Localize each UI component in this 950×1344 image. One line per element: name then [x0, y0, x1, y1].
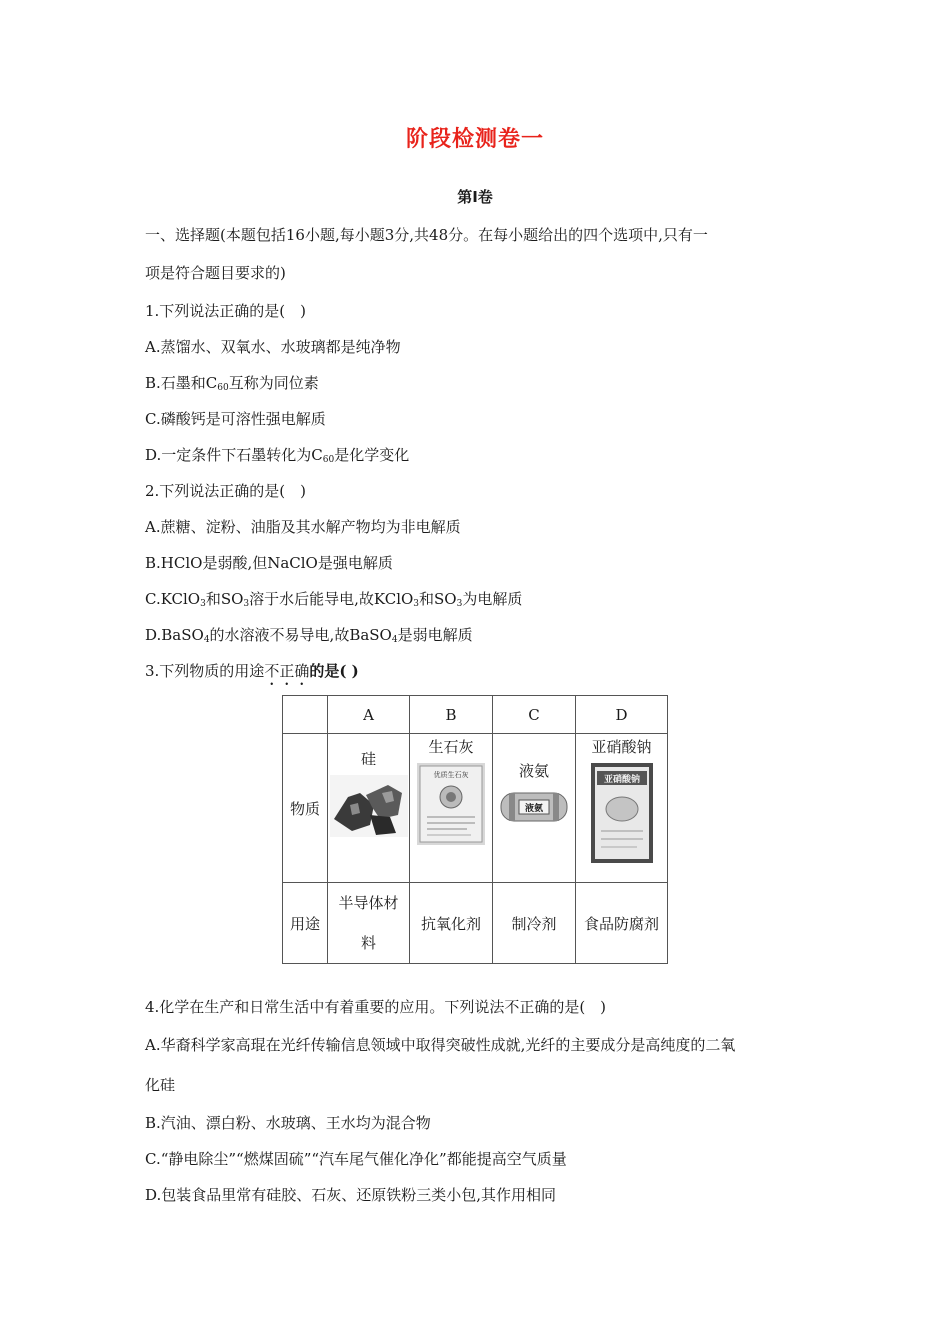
- ammonia-tank-text: 液氨: [524, 804, 544, 814]
- ammonia-tank-image: [495, 787, 573, 827]
- q1-stem: 1.下列说法正确的是( ): [145, 302, 307, 320]
- section-title: 第Ⅰ卷: [457, 188, 493, 206]
- header-c: C: [493, 696, 576, 734]
- cell-silicon: [328, 734, 410, 883]
- q1-option-b: B.石墨和$C_{60}$互称为同位素: [145, 374, 319, 393]
- table-corner-cell: [283, 696, 328, 734]
- cell-use-b: 抗氧化剂: [410, 883, 493, 964]
- q2-option-c: C.KClO$_3$和$SO_3$溶于水后能导电,故KClO$_3$和$SO_3$为电解质: [145, 590, 523, 609]
- q4-option-b: B.汽油、漂白粉、水玻璃、王水均为混合物: [145, 1114, 431, 1132]
- cell-use-a: [328, 883, 410, 964]
- row-label-substance: 物质: [283, 734, 328, 883]
- q2-option-b: B.HClO是弱酸,但NaClO是强电解质: [145, 554, 393, 572]
- q4-option-a-line-1: A.华裔科学家高琨在光纤传输信息领域中取得突破性成就,光纤的主要成分是高纯度的二氧: [145, 1036, 736, 1054]
- table-header-row: [283, 696, 668, 734]
- substance-label-d: 亚硝酸钠: [591, 738, 652, 756]
- table-row-use: [283, 883, 668, 964]
- cell-sodium-nitrite: [576, 734, 668, 883]
- use-a-line-1: 半导体材: [338, 894, 399, 912]
- row-label-use: 用途: [283, 883, 328, 964]
- page-title: 阶段检测卷一: [405, 127, 544, 152]
- use-a-line-2: 料: [360, 934, 376, 952]
- silicon-image: [330, 775, 408, 837]
- quicklime-bag-text: 优质生石灰: [433, 771, 469, 779]
- substance-label-b: 生石灰: [428, 738, 474, 756]
- cell-quicklime: [410, 734, 493, 883]
- q1-option-d: D.一定条件下石墨转化为$C_{60}$是化学变化: [145, 446, 410, 465]
- q1-option-c: C.磷酸钙是可溶性强电解质: [145, 410, 326, 428]
- header-a: A: [328, 696, 410, 734]
- cell-use-c: 制冷剂: [493, 883, 576, 964]
- instructions-line-1: 一、选择题(本题包括16小题,每小题3分,共48分。在每小题给出的四个选项中,只有一: [145, 226, 708, 244]
- q1-option-a: A.蒸馏水、双氧水、水玻璃都是纯净物: [145, 338, 401, 356]
- q2-option-d: D.BaSO$_4$的水溶液不易导电,故BaSO$_4$是弱电解质: [145, 626, 473, 645]
- cell-use-d: 食品防腐剂: [576, 883, 668, 964]
- q3-table: [282, 695, 668, 964]
- substance-label-a: 硅: [360, 750, 376, 768]
- quicklime-bag-image: [417, 763, 485, 845]
- sodium-nitrite-bag-text: 亚硝酸钠: [603, 775, 640, 785]
- sodium-nitrite-bag-image: [591, 763, 653, 863]
- q4-option-c: C.“静电除尘”“燃煤固硫”“汽车尾气催化净化”都能提高空气质量: [145, 1150, 567, 1168]
- header-b: B: [410, 696, 493, 734]
- cell-liquid-ammonia: [493, 734, 576, 883]
- q4-stem: 4.化学在生产和日常生活中有着重要的应用。下列说法不正确的是( ): [145, 998, 607, 1016]
- q2-option-a: A.蔗糖、淀粉、油脂及其水解产物均为非电解质: [145, 518, 461, 536]
- q4-option-a-line-2: 化硅: [145, 1076, 176, 1094]
- substance-label-c: 液氨: [518, 762, 549, 780]
- q3-stem: 3.下列物质的用途不正确的是( ): [145, 662, 359, 680]
- table-row-substance: [283, 734, 668, 883]
- q2-stem: 2.下列说法正确的是( ): [145, 482, 307, 500]
- instructions-line-2: 项是符合题目要求的): [145, 264, 286, 282]
- q4-option-d: D.包装食品里常有硅胶、石灰、还原铁粉三类小包,其作用相同: [145, 1186, 557, 1204]
- header-d: D: [576, 696, 668, 734]
